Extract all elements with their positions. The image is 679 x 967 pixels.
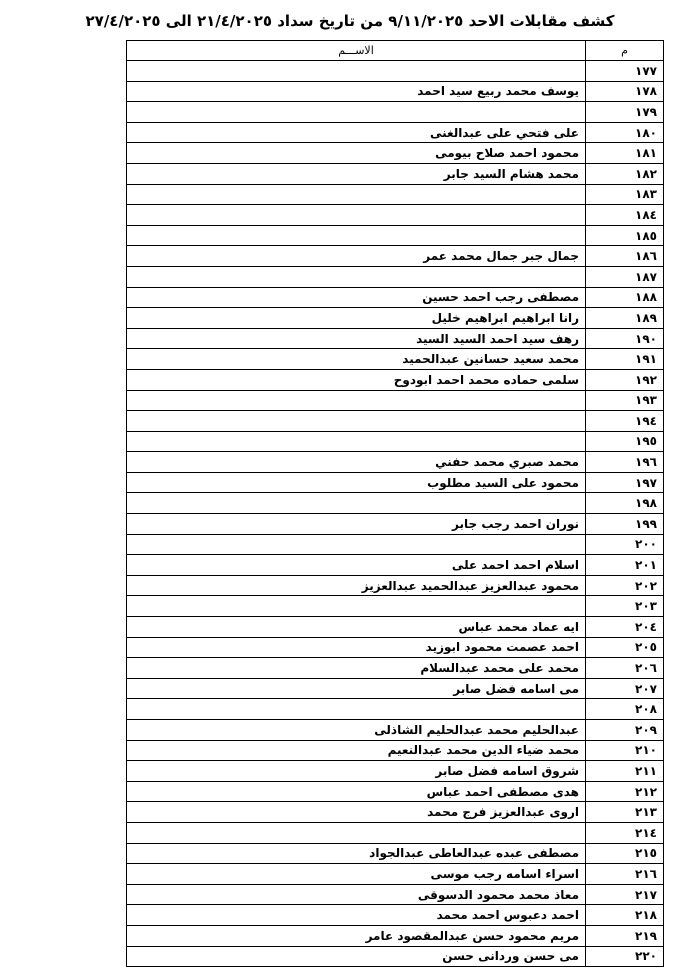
row-name-cell: على فتحي على عبدالغنى — [127, 122, 586, 143]
table-row — [127, 122, 664, 143]
table-row — [127, 143, 664, 164]
table-row — [127, 514, 664, 535]
table-row — [127, 534, 664, 555]
table-row — [127, 452, 664, 473]
table-row — [127, 575, 664, 596]
row-number-cell: ١٨٠ — [586, 122, 664, 143]
row-number-cell: ٢٠٩ — [586, 720, 664, 741]
table-row — [127, 493, 664, 514]
row-name-cell — [127, 102, 586, 123]
table-row — [127, 61, 664, 82]
row-name-cell — [127, 699, 586, 720]
row-number-cell: ٢١٣ — [586, 802, 664, 823]
row-name-cell — [127, 493, 586, 514]
row-name-cell: محمد على محمد عبدالسلام — [127, 658, 586, 679]
table-row — [127, 596, 664, 617]
row-name-cell: معاذ محمد محمود الدسوقى — [127, 884, 586, 905]
table-row — [127, 431, 664, 452]
table-row — [127, 905, 664, 926]
row-name-cell: محمود على السيد مطلوب — [127, 472, 586, 493]
table-row — [127, 266, 664, 287]
table-row — [127, 102, 664, 123]
interviews-table — [126, 40, 664, 967]
row-name-cell — [127, 411, 586, 432]
row-name-cell: مريم محمود حسن عبدالمقصود عامر — [127, 925, 586, 946]
table-row — [127, 328, 664, 349]
row-name-cell: عبدالحليم محمد عبدالحليم الشاذلى — [127, 720, 586, 741]
table-row — [127, 287, 664, 308]
row-number-cell: ١٨١ — [586, 143, 664, 164]
row-name-cell — [127, 822, 586, 843]
table-row — [127, 617, 664, 638]
row-number-cell: ١٨٣ — [586, 184, 664, 205]
table-row — [127, 822, 664, 843]
row-number-cell: ٢٠٧ — [586, 678, 664, 699]
table-row — [127, 390, 664, 411]
row-number-cell: ٢٠١ — [586, 555, 664, 576]
row-name-cell: محمد صبري محمد حفني — [127, 452, 586, 473]
row-number-cell: ٢٠٣ — [586, 596, 664, 617]
row-number-cell: ٢١٥ — [586, 843, 664, 864]
row-name-cell: رانا ابراهيم ابراهيم خليل — [127, 308, 586, 329]
column-header-number: م — [586, 41, 664, 61]
table-row — [127, 843, 664, 864]
row-number-cell: ١٩٠ — [586, 328, 664, 349]
row-number-cell: ١٨٥ — [586, 225, 664, 246]
table-row — [127, 349, 664, 370]
row-number-cell: ٢١٠ — [586, 740, 664, 761]
row-number-cell: ١٧٧ — [586, 61, 664, 82]
table-row — [127, 184, 664, 205]
row-name-cell: مى حسن وردانى حسن — [127, 946, 586, 967]
row-name-cell — [127, 596, 586, 617]
row-name-cell: جمال جبر جمال محمد عمر — [127, 246, 586, 267]
table-row — [127, 369, 664, 390]
row-name-cell — [127, 184, 586, 205]
row-number-cell: ١٩٣ — [586, 390, 664, 411]
row-number-cell: ٢٠٠ — [586, 534, 664, 555]
row-name-cell: هدى مصطفى احمد عباس — [127, 781, 586, 802]
row-name-cell: نوران احمد رجب جابر — [127, 514, 586, 535]
row-number-cell: ١٨٦ — [586, 246, 664, 267]
row-number-cell: ٢١٩ — [586, 925, 664, 946]
row-number-cell: ٢٠٤ — [586, 617, 664, 638]
table-header-row — [127, 41, 664, 61]
row-number-cell: ٢١٦ — [586, 864, 664, 885]
row-name-cell: اروى عبدالعزيز فرج محمد — [127, 802, 586, 823]
row-number-cell: ١٩٥ — [586, 431, 664, 452]
table-row — [127, 884, 664, 905]
table-row — [127, 225, 664, 246]
table-row — [127, 658, 664, 679]
row-name-cell — [127, 205, 586, 226]
row-number-cell: ١٩٧ — [586, 472, 664, 493]
row-number-cell: ١٨٩ — [586, 308, 664, 329]
table-row — [127, 555, 664, 576]
row-name-cell: احمد عصمت محمود ابوزيد — [127, 637, 586, 658]
row-number-cell: ٢١٤ — [586, 822, 664, 843]
table-row — [127, 740, 664, 761]
row-number-cell: ١٧٨ — [586, 81, 664, 102]
row-name-cell: ايه عماد محمد عباس — [127, 617, 586, 638]
row-name-cell: محمد هشام السيد جابر — [127, 163, 586, 184]
row-number-cell: ١٨٨ — [586, 287, 664, 308]
row-name-cell: سلمى حماده محمد احمد ابودوح — [127, 369, 586, 390]
table-row — [127, 925, 664, 946]
row-name-cell — [127, 266, 586, 287]
table-row — [127, 781, 664, 802]
table-row — [127, 864, 664, 885]
table-row — [127, 246, 664, 267]
row-number-cell: ١٩٦ — [586, 452, 664, 473]
row-name-cell: احمد دعبوس احمد محمد — [127, 905, 586, 926]
row-number-cell: ٢٢٠ — [586, 946, 664, 967]
row-number-cell: ٢١٨ — [586, 905, 664, 926]
row-number-cell: ١٧٩ — [586, 102, 664, 123]
row-number-cell: ١٨٧ — [586, 266, 664, 287]
row-number-cell: ١٩٨ — [586, 493, 664, 514]
row-number-cell: ٢١٧ — [586, 884, 664, 905]
row-name-cell: محمد سعيد حسانين عبدالحميد — [127, 349, 586, 370]
table-row — [127, 205, 664, 226]
row-name-cell — [127, 225, 586, 246]
table-row — [127, 946, 664, 967]
row-name-cell: يوسف محمد ربيع سيد احمد — [127, 81, 586, 102]
row-name-cell: رهف سيد احمد السيد السيد — [127, 328, 586, 349]
table-row — [127, 411, 664, 432]
row-number-cell: ٢٠٥ — [586, 637, 664, 658]
row-number-cell: ٢٠٢ — [586, 575, 664, 596]
table-row — [127, 81, 664, 102]
page-title: كشف مقابلات الاحد ٩/١١/٢٠٢٥ من تاريخ سداد ٢١/٤/٢٠٢٥ الى ٢٧/٤/٢٠٢٥ — [85, 12, 615, 30]
row-name-cell: محمد ضياء الدين محمد عبدالنعيم — [127, 740, 586, 761]
row-number-cell: ٢٠٦ — [586, 658, 664, 679]
row-number-cell: ١٩٢ — [586, 369, 664, 390]
row-name-cell — [127, 390, 586, 411]
row-name-cell — [127, 431, 586, 452]
table-row — [127, 163, 664, 184]
row-number-cell: ٢١١ — [586, 761, 664, 782]
table-row — [127, 637, 664, 658]
table-row — [127, 802, 664, 823]
row-name-cell — [127, 61, 586, 82]
row-name-cell: مصطفى عبده عبدالعاطى عبدالجواد — [127, 843, 586, 864]
row-number-cell: ١٨٤ — [586, 205, 664, 226]
row-number-cell: ٢٠٨ — [586, 699, 664, 720]
table-row — [127, 472, 664, 493]
row-name-cell: مصطفى رجب احمد حسين — [127, 287, 586, 308]
row-name-cell: محمود عبدالعزيز عبدالحميد عبدالعزيز — [127, 575, 586, 596]
row-name-cell: مى اسامه فضل صابر — [127, 678, 586, 699]
row-name-cell: اسراء اسامه رجب موسى — [127, 864, 586, 885]
column-header-name: الاســـم — [127, 41, 586, 61]
row-number-cell: ١٨٢ — [586, 163, 664, 184]
row-name-cell: محمود احمد صلاح بيومى — [127, 143, 586, 164]
table-row — [127, 699, 664, 720]
row-number-cell: ١٩٤ — [586, 411, 664, 432]
row-number-cell: ١٩١ — [586, 349, 664, 370]
table-row — [127, 678, 664, 699]
row-name-cell: اسلام احمد احمد على — [127, 555, 586, 576]
row-name-cell: شروق اسامه فضل صابر — [127, 761, 586, 782]
row-name-cell — [127, 534, 586, 555]
table-row — [127, 720, 664, 741]
table-row — [127, 761, 664, 782]
table-row — [127, 308, 664, 329]
row-number-cell: ١٩٩ — [586, 514, 664, 535]
table-body — [127, 61, 664, 967]
row-number-cell: ٢١٢ — [586, 781, 664, 802]
